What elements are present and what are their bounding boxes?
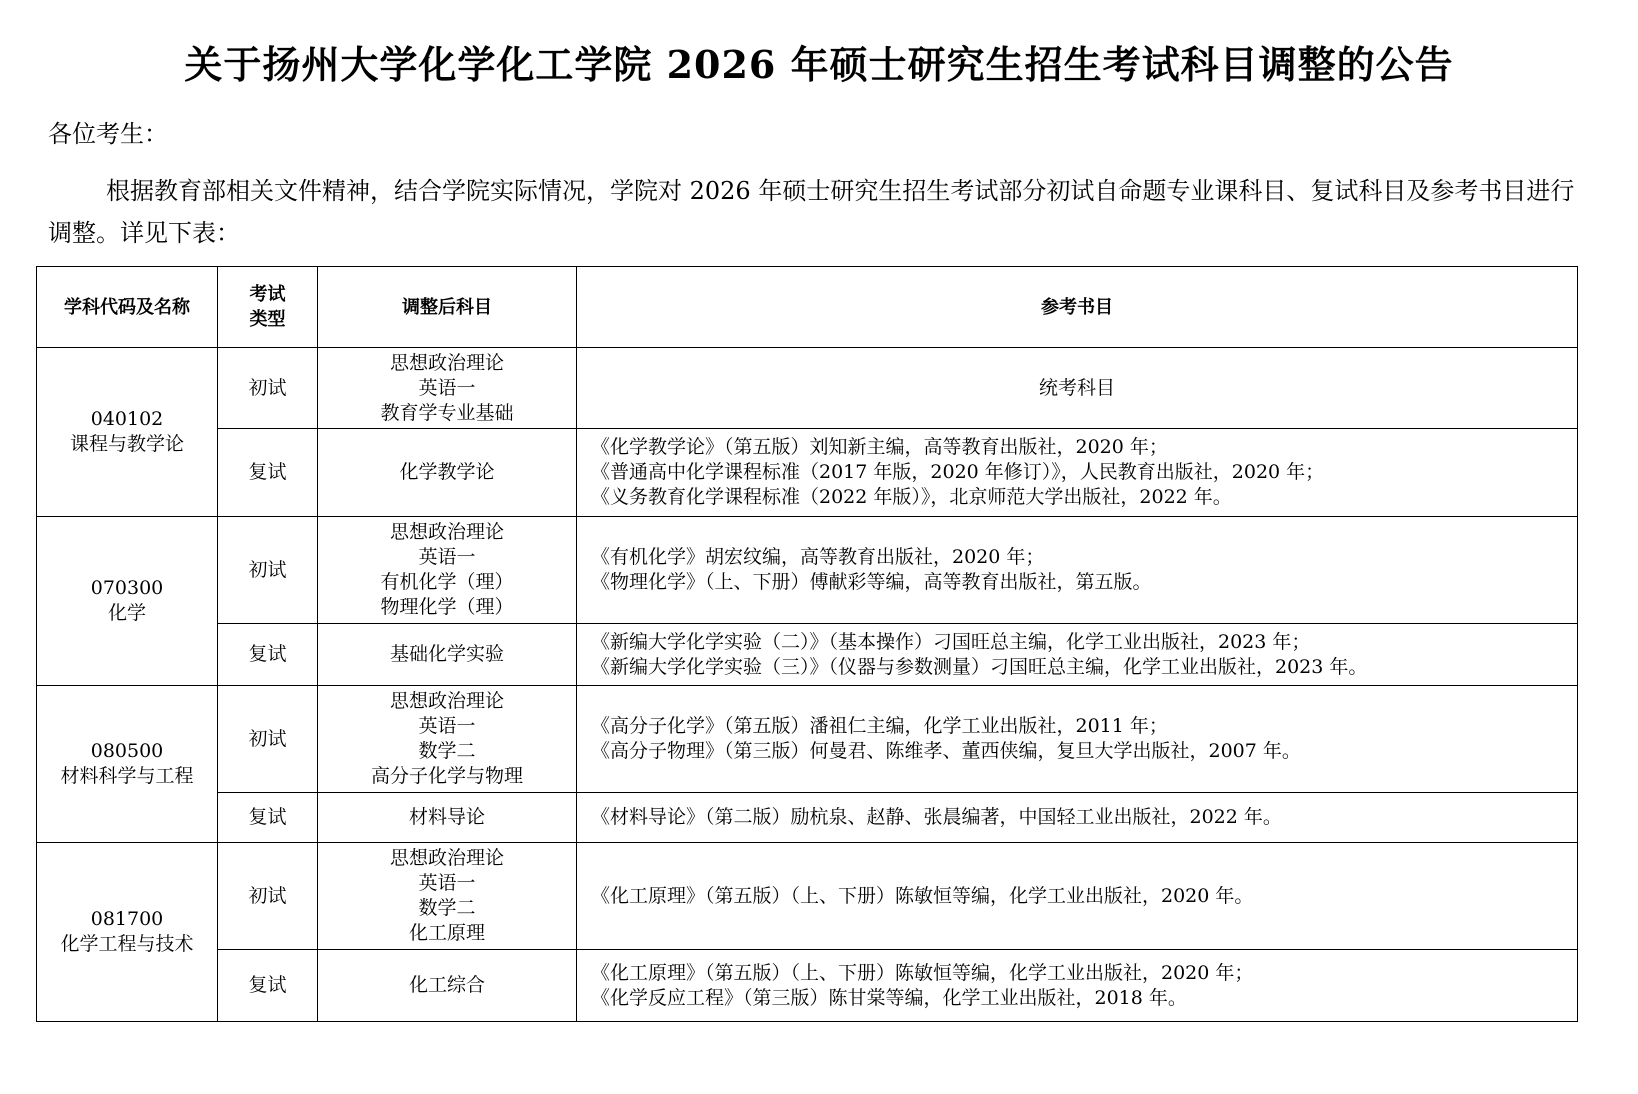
discipline-code: 080500: [90, 740, 164, 762]
reference-books-cell: [577, 517, 1578, 624]
intro-paragraph: 根据教育部相关文件精神，结合学院实际情况，学院对 2026 年硕士研究生招生考试部分初试自命题专业课科目、复试科目及参考书目进行调整。详见下表：: [48, 177, 1575, 247]
discipline-name: 化学工程与技术: [60, 933, 194, 955]
subject-item: 教育学专业基础: [380, 401, 514, 424]
exam-type-cell: 复试: [218, 429, 318, 517]
subject-cell: [318, 686, 577, 793]
discipline-cell: [37, 843, 218, 1022]
reference-book-item: 《新编大学化学实验（二）》（基本操作）刁国旺总主编，化学工业出版社，2023 年；: [591, 630, 1311, 653]
table-row: [37, 686, 1578, 793]
header-discipline: 学科代码及名称: [37, 267, 218, 348]
subject-item: 英语一: [418, 872, 476, 894]
reference-book-item: 《普通高中化学课程标准（2017 年版，2020 年修订）》，人民教育出版社，2020 年；: [591, 461, 1325, 483]
subject-item: 基础化学实验: [389, 643, 504, 665]
reference-books-cell: [577, 686, 1578, 793]
subject-item: 有机化学（理）: [380, 571, 514, 593]
exam-type-cell: 初试: [218, 686, 318, 793]
subject-item: 化工原理: [408, 922, 485, 944]
table-row: [37, 624, 1578, 686]
exam-type-cell: 复试: [218, 950, 318, 1022]
reference-book-item: 《化学教学论》（第五版）刘知新主编，高等教育出版社，2020 年；: [591, 436, 1168, 458]
subject-cell: [318, 950, 577, 1022]
reference-book-item: 《高分子化学》（第五版）潘祖仁主编，化学工业出版社，2011 年；: [591, 715, 1168, 737]
exam-type-cell: 复试: [218, 793, 318, 843]
table-header-row: [37, 267, 1578, 348]
header-exam-type: [218, 267, 318, 348]
table-row: [37, 429, 1578, 517]
discipline-cell: [37, 686, 218, 843]
header-books: 参考书目: [577, 267, 1578, 348]
subjects-table: [36, 266, 1578, 1022]
table-row: [37, 517, 1578, 624]
discipline-code: 070300: [90, 577, 164, 599]
reference-book-item: 《化学反应工程》（第三版）陈甘棠等编，化学工业出版社，2018 年。: [591, 986, 1187, 1009]
discipline-name: 材料科学与工程: [60, 765, 194, 787]
reference-book-item: 《有机化学》胡宏纹编，高等教育出版社，2020 年；: [591, 546, 1045, 568]
subject-item: 英语一: [418, 376, 476, 399]
subject-item: 英语一: [418, 546, 476, 568]
discipline-name: 课程与教学论: [69, 433, 184, 455]
subject-cell: [318, 517, 577, 624]
reference-book-item: 《化工原理》（第五版）（上、下册）陈敏恒等编，化学工业出版社，2020 年；: [591, 961, 1254, 984]
subject-item: 化工综合: [408, 974, 485, 996]
reference-books-cell: [577, 793, 1578, 843]
subject-item: 思想政治理论: [389, 351, 504, 374]
reference-books-cell: [577, 348, 1578, 429]
reference-book-item: 《化工原理》（第五版）（上、下册）陈敏恒等编，化学工业出版社，2020 年。: [591, 884, 1254, 907]
exam-type-cell: 初试: [218, 843, 318, 950]
subject-item: 数学二: [418, 740, 476, 762]
subject-item: 思想政治理论: [389, 521, 504, 543]
table-row: [37, 843, 1578, 950]
reference-book-item: 《材料导论》（第二版）励杭泉、赵静、张晨编著，中国轻工业出版社，2022 年。: [591, 806, 1282, 828]
greeting: 各位考生：: [48, 120, 168, 148]
discipline-code: 081700: [90, 908, 164, 930]
reference-book-item: 《新编大学化学实验（三）》（仪器与参数测量）刁国旺总主编，化学工业出版社，2023 年。: [591, 655, 1368, 678]
reference-books-cell: [577, 624, 1578, 686]
discipline-name: 化学: [107, 602, 146, 624]
subject-item: 高分子化学与物理: [370, 765, 523, 787]
subject-cell: [318, 843, 577, 950]
reference-book-item: 《义务教育化学课程标准（2022 年版）》，北京师范大学出版社，2022 年。: [591, 486, 1232, 508]
subject-item: 物理化学（理）: [380, 596, 514, 618]
reference-book-item: 《物理化学》（上、下册）傅献彩等编，高等教育出版社，第五版。: [591, 571, 1152, 593]
discipline-cell: [37, 517, 218, 686]
subject-item: 思想政治理论: [389, 847, 504, 869]
exam-type-cell: 复试: [218, 624, 318, 686]
page-title: 关于扬州大学化学化工学院 2026 年硕士研究生招生考试科目调整的公告: [184, 42, 1454, 87]
discipline-code: 040102: [90, 408, 164, 430]
subject-item: 英语一: [418, 715, 476, 737]
header-subject: 调整后科目: [318, 267, 577, 348]
discipline-cell: [37, 348, 218, 517]
subject-cell: [318, 429, 577, 517]
reference-books-cell: [577, 950, 1578, 1022]
table-row: [37, 348, 1578, 429]
subject-item: 思想政治理论: [389, 690, 504, 712]
header-exam-type-line2: 类型: [249, 309, 286, 330]
exam-type-cell: 初试: [218, 517, 318, 624]
reference-book-item: 《高分子物理》（第三版）何曼君、陈维孝、董西侠编，复旦大学出版社，2007 年。: [591, 740, 1301, 762]
subject-cell: [318, 348, 577, 429]
reference-books-cell: [577, 843, 1578, 950]
table-row: [37, 793, 1578, 843]
subject-item: 材料导论: [408, 806, 485, 828]
exam-type-cell: 初试: [218, 348, 318, 429]
subject-cell: [318, 624, 577, 686]
reference-book-item: 统考科目: [1038, 376, 1115, 399]
reference-books-cell: [577, 429, 1578, 517]
subject-item: 数学二: [418, 897, 476, 919]
table-row: [37, 950, 1578, 1022]
subject-cell: [318, 793, 577, 843]
subject-item: 化学教学论: [399, 461, 495, 483]
header-exam-type-line1: 考试: [249, 284, 286, 305]
